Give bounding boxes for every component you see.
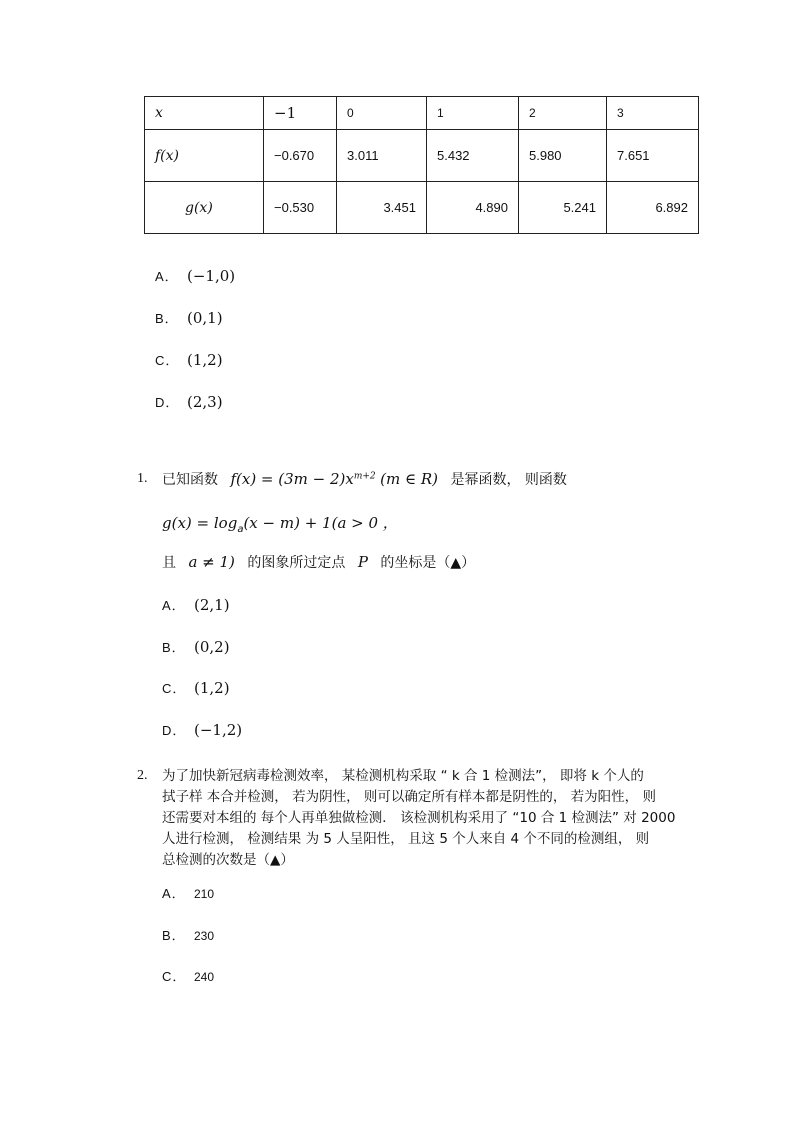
table-cell: 7.651 — [607, 130, 699, 182]
option-label: C． — [155, 353, 180, 368]
q1-text: 已知函数 — [162, 472, 218, 488]
option-value: (−1,2) — [194, 721, 243, 739]
table-cell: 5.980 — [519, 130, 607, 182]
q1-line-3 — [162, 552, 475, 572]
option-value: (1,2) — [194, 679, 230, 697]
table-row-label: g(x) — [145, 182, 264, 234]
option-value: 230 — [194, 929, 215, 943]
q2-line: 拭子样 本合并检测， 若为阴性， 则可以确定所有样本都是阴性的， 若为阳性， 则 — [162, 789, 656, 805]
option-d[interactable] — [155, 392, 223, 411]
q2-line: 总检测的次数是（▲） — [162, 852, 294, 868]
table-row-label: f(x) — [145, 130, 264, 182]
question-number: 2. — [137, 768, 148, 783]
option-value: 210 — [194, 887, 215, 901]
option-label: B． — [162, 928, 186, 943]
option-label: B． — [162, 640, 186, 655]
table-cell: 3 — [607, 97, 699, 130]
option-a[interactable] — [155, 266, 235, 285]
table-cell: 3.011 — [337, 130, 427, 182]
option-value: (1,2) — [187, 351, 223, 369]
option-b[interactable] — [155, 308, 223, 327]
q1-exponent: m+2 — [353, 471, 376, 482]
option-value: (−1,0) — [187, 267, 236, 285]
q1-text: 的坐标是（▲） — [380, 555, 476, 571]
table-cell: x — [145, 97, 264, 130]
option-d[interactable] — [162, 720, 242, 739]
table-cell: 6.892 — [607, 182, 699, 234]
values-table — [144, 96, 699, 234]
option-value: (2,1) — [194, 596, 230, 614]
option-value: (2,3) — [187, 393, 223, 411]
option-label: A． — [162, 598, 186, 613]
option-b[interactable] — [162, 925, 214, 944]
option-label: D． — [162, 723, 187, 738]
option-c[interactable] — [162, 966, 214, 985]
option-label: D． — [155, 395, 180, 410]
table-cell: −0.670 — [264, 130, 337, 182]
option-value: (0,2) — [194, 638, 230, 656]
q1-domain: (m ∈ R) — [380, 470, 438, 488]
table-cell: −0.530 — [264, 182, 337, 234]
table-cell: 5.241 — [519, 182, 607, 234]
q1-condition: a ≠ 1) — [188, 553, 235, 571]
q1-log-base: a — [237, 523, 244, 535]
q1-line-1 — [162, 469, 567, 489]
table-cell: 2 — [519, 97, 607, 130]
option-a[interactable] — [162, 595, 230, 614]
table-row-f — [145, 130, 699, 182]
q2-line: 为了加快新冠病毒检测效率， 某检测机构采取 “ k 合 1 检测法”， 即将 k 个人的 — [162, 768, 644, 784]
option-value: 240 — [194, 970, 215, 984]
q1-text: 的图象所过定点 — [247, 555, 346, 571]
q1-point: P — [357, 553, 368, 571]
q1-formula-g-rest: (x − m) + 1(a > 0 ， — [243, 514, 398, 532]
option-label: A． — [155, 269, 179, 284]
q1-text: 且 — [162, 555, 176, 571]
option-label: C． — [162, 969, 187, 984]
table-cell: 0 — [337, 97, 427, 130]
q1-line-2 — [162, 512, 398, 535]
q2-line: 人进行检测， 检测结果 为 5 人呈阳性， 且这 5 个人来自 4 个不同的检测组， 则 — [162, 831, 650, 847]
option-label: A． — [162, 886, 186, 901]
table-cell: 4.890 — [427, 182, 519, 234]
option-b[interactable] — [162, 637, 230, 656]
option-label: B． — [155, 311, 179, 326]
table-cell: −1 — [264, 97, 337, 130]
q1-formula-g: g(x) = log — [162, 514, 238, 532]
option-label: C． — [162, 681, 187, 696]
q1-formula: f(x) = (3m − 2)x — [230, 470, 354, 488]
q2-paragraph — [162, 766, 722, 871]
option-c[interactable] — [162, 678, 230, 697]
table-cell: 5.432 — [427, 130, 519, 182]
option-value: (0,1) — [187, 309, 223, 327]
q1-text: 是幂函数， 则函数 — [450, 472, 567, 488]
table-row-g — [145, 182, 699, 234]
q2-line: 还需要对本组的 每个人再单独做检测． 该检测机构采用了 “10 合 1 检测法” 对 2000 — [162, 810, 676, 826]
table-header-row — [145, 97, 699, 130]
option-c[interactable] — [155, 350, 223, 369]
table-cell: 1 — [427, 97, 519, 130]
question-number: 1. — [137, 471, 148, 486]
option-a[interactable] — [162, 883, 214, 902]
table-cell: 3.451 — [337, 182, 427, 234]
